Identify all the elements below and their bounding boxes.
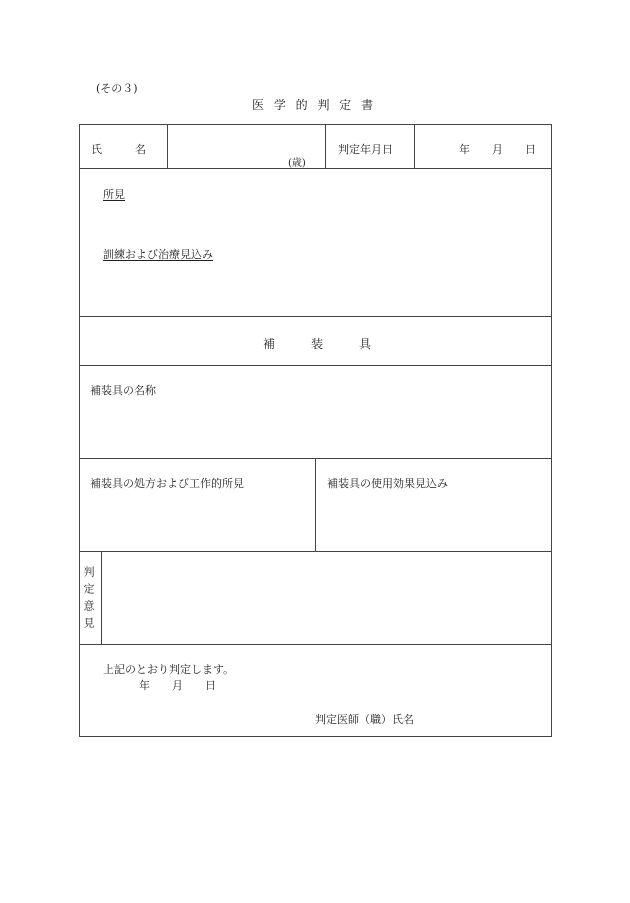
prescription-label: 補装具の処方および工作的所見 — [90, 477, 244, 490]
rule-after-findings — [79, 316, 552, 317]
doctor-name-label: 判定医師（職）氏名 — [315, 713, 414, 726]
judgment-opinion-label: 判定意見 — [82, 566, 95, 634]
divider-name-value — [325, 124, 326, 168]
statement-text: 上記のとおり判定します。 — [103, 663, 235, 676]
findings-label: 所見 — [103, 188, 125, 201]
usage-effect-label: 補装具の使用効果見込み — [327, 477, 448, 490]
treatment-outlook-label: 訓練および治療見込み — [103, 248, 213, 261]
findings-field[interactable] — [80, 169, 551, 316]
age-suffix: (歳) — [288, 158, 306, 169]
judgment-opinion-field[interactable] — [102, 552, 551, 644]
document-number: (その３) — [96, 82, 138, 95]
document-title: 医 学 的 判 定 書 — [252, 98, 377, 112]
signature-date: 年 月 日 — [139, 679, 216, 692]
device-name-field[interactable] — [80, 366, 551, 458]
judgment-date-label: 判定年月日 — [338, 143, 393, 156]
usage-effect-field[interactable] — [316, 459, 551, 551]
device-heading: 補 装 具 — [263, 337, 372, 351]
prescription-field[interactable] — [80, 459, 315, 551]
name-label: 氏 名 — [91, 143, 146, 156]
rule-after-opinion — [79, 644, 552, 645]
device-name-label: 補装具の名称 — [90, 384, 156, 397]
judgment-date-value: 年 月 日 — [459, 143, 536, 156]
